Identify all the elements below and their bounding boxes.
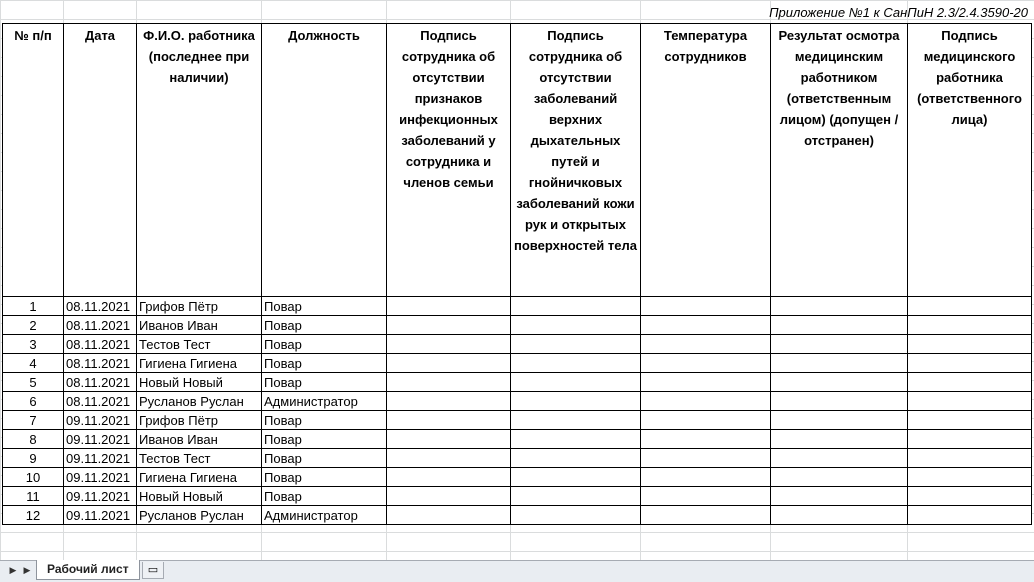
cell-temperature[interactable] (641, 487, 771, 506)
header-infection-signature[interactable]: Подпись сотрудника об отсутствии признаков инфекционных заболеваний у сотрудника и членов семьи (387, 24, 511, 297)
cell-infection-signature[interactable] (387, 430, 511, 449)
cell-number[interactable]: 10 (3, 468, 64, 487)
cell-position[interactable]: Повар (262, 449, 387, 468)
cell-temperature[interactable] (641, 468, 771, 487)
cell-respiratory-signature[interactable] (511, 354, 641, 373)
cell-infection-signature[interactable] (387, 468, 511, 487)
cell-position[interactable]: Повар (262, 354, 387, 373)
cell-number[interactable]: 4 (3, 354, 64, 373)
annex-note[interactable]: Приложение №1 к СанПиН 2.3/2.4.3590-20 (769, 5, 1028, 20)
cell-number[interactable]: 3 (3, 335, 64, 354)
cell-exam-result[interactable] (771, 392, 908, 411)
cell-date[interactable]: 09.11.2021 (64, 449, 137, 468)
cell-name[interactable]: Новый Новый (137, 373, 262, 392)
cell-number[interactable]: 1 (3, 297, 64, 316)
cell-exam-result[interactable] (771, 316, 908, 335)
cell-position[interactable]: Повар (262, 468, 387, 487)
header-respiratory-signature[interactable]: Подпись сотрудника об отсутствии заболеваний верхних дыхательных путей и гнойничковых заболеваний кожи рук и открытых поверхностей тела (511, 24, 641, 297)
cell-date[interactable]: 09.11.2021 (64, 487, 137, 506)
cell-number[interactable]: 12 (3, 506, 64, 525)
cell-exam-result[interactable] (771, 449, 908, 468)
header-temperature[interactable]: Температура сотрудников (641, 24, 771, 297)
cell-position[interactable]: Повар (262, 373, 387, 392)
cell-position[interactable]: Повар (262, 316, 387, 335)
cell-date[interactable]: 09.11.2021 (64, 430, 137, 449)
health-journal-table (2, 23, 1032, 525)
cell-respiratory-signature[interactable] (511, 316, 641, 335)
cell-infection-signature[interactable] (387, 373, 511, 392)
cell-temperature[interactable] (641, 506, 771, 525)
cell-infection-signature[interactable] (387, 449, 511, 468)
cell-position[interactable]: Администратор (262, 506, 387, 525)
cell-number[interactable]: 2 (3, 316, 64, 335)
cell-number[interactable]: 8 (3, 430, 64, 449)
cell-name[interactable]: Грифов Пётр (137, 297, 262, 316)
cell-temperature[interactable] (641, 335, 771, 354)
table-row (3, 335, 1032, 354)
header-date[interactable]: Дата (64, 24, 137, 297)
cell-exam-result[interactable] (771, 297, 908, 316)
cell-position[interactable]: Повар (262, 297, 387, 316)
cell-medic-signature[interactable] (908, 392, 1032, 411)
cell-infection-signature[interactable] (387, 354, 511, 373)
cell-date[interactable]: 09.11.2021 (64, 468, 137, 487)
cell-medic-signature[interactable] (908, 506, 1032, 525)
header-position[interactable]: Должность (262, 24, 387, 297)
cell-number[interactable]: 9 (3, 449, 64, 468)
new-sheet-icon[interactable]: ▭ (142, 562, 164, 579)
header-medic-signature[interactable]: Подпись медицинского работника (ответственного лица) (908, 24, 1032, 297)
sheet-tab-bar (0, 560, 1034, 582)
first-sheet-icon[interactable]: ▶︎ (9, 566, 17, 576)
cell-infection-signature[interactable] (387, 487, 511, 506)
cell-infection-signature[interactable] (387, 506, 511, 525)
header-number[interactable]: № п/п (3, 24, 64, 297)
cell-respiratory-signature[interactable] (511, 487, 641, 506)
table-body (3, 297, 1032, 525)
cell-exam-result[interactable] (771, 373, 908, 392)
cell-name[interactable]: Тестов Тест (137, 335, 262, 354)
cell-date[interactable]: 08.11.2021 (64, 335, 137, 354)
cell-temperature[interactable] (641, 373, 771, 392)
cell-temperature[interactable] (641, 354, 771, 373)
cell-name[interactable]: Русланов Руслан (137, 506, 262, 525)
cell-name[interactable]: Тестов Тест (137, 449, 262, 468)
cell-temperature[interactable] (641, 297, 771, 316)
cell-medic-signature[interactable] (908, 430, 1032, 449)
cell-date[interactable]: 08.11.2021 (64, 392, 137, 411)
cell-temperature[interactable] (641, 430, 771, 449)
table-row (3, 506, 1032, 525)
cell-medic-signature[interactable] (908, 449, 1032, 468)
cell-position[interactable]: Повар (262, 411, 387, 430)
cell-name[interactable]: Иванов Иван (137, 430, 262, 449)
cell-date[interactable]: 08.11.2021 (64, 297, 137, 316)
header-row (3, 24, 1032, 297)
cell-number[interactable]: 11 (3, 487, 64, 506)
cell-infection-signature[interactable] (387, 392, 511, 411)
cell-temperature[interactable] (641, 316, 771, 335)
table-row (3, 373, 1032, 392)
table-row (3, 297, 1032, 316)
cell-number[interactable]: 5 (3, 373, 64, 392)
cell-medic-signature[interactable] (908, 297, 1032, 316)
cell-exam-result[interactable] (771, 354, 908, 373)
cell-medic-signature[interactable] (908, 335, 1032, 354)
cell-respiratory-signature[interactable] (511, 506, 641, 525)
cell-number[interactable]: 6 (3, 392, 64, 411)
cell-respiratory-signature[interactable] (511, 392, 641, 411)
table-row (3, 468, 1032, 487)
table-row (3, 354, 1032, 373)
cell-infection-signature[interactable] (387, 335, 511, 354)
cell-name[interactable]: Гигиена Гигиена (137, 354, 262, 373)
cell-exam-result[interactable] (771, 468, 908, 487)
cell-position[interactable]: Повар (262, 335, 387, 354)
cell-respiratory-signature[interactable] (511, 449, 641, 468)
cell-exam-result[interactable] (771, 487, 908, 506)
cell-position[interactable]: Повар (262, 430, 387, 449)
table-row (3, 316, 1032, 335)
cell-medic-signature[interactable] (908, 354, 1032, 373)
cell-respiratory-signature[interactable] (511, 468, 641, 487)
cell-name[interactable]: Иванов Иван (137, 316, 262, 335)
cell-number[interactable]: 7 (3, 411, 64, 430)
cell-exam-result[interactable] (771, 411, 908, 430)
cell-infection-signature[interactable] (387, 411, 511, 430)
cell-date[interactable]: 09.11.2021 (64, 506, 137, 525)
header-exam-result[interactable]: Результат осмотра медицинским работником (ответственным лицом) (допущен / отстранен) (771, 24, 908, 297)
cell-position[interactable]: Администратор (262, 392, 387, 411)
cell-name[interactable]: Грифов Пётр (137, 411, 262, 430)
cell-position[interactable]: Повар (262, 487, 387, 506)
cell-medic-signature[interactable] (908, 373, 1032, 392)
cell-name[interactable]: Гигиена Гигиена (137, 468, 262, 487)
cell-date[interactable]: 08.11.2021 (64, 373, 137, 392)
cell-medic-signature[interactable] (908, 468, 1032, 487)
cell-exam-result[interactable] (771, 335, 908, 354)
table-row (3, 392, 1032, 411)
cell-temperature[interactable] (641, 449, 771, 468)
cell-respiratory-signature[interactable] (511, 373, 641, 392)
table-row (3, 449, 1032, 468)
header-name[interactable]: Ф.И.О. работника (последнее при наличии) (137, 24, 262, 297)
cell-name[interactable]: Новый Новый (137, 487, 262, 506)
cell-date[interactable]: 08.11.2021 (64, 354, 137, 373)
prev-sheet-icon[interactable]: ▶︎ (23, 566, 31, 576)
cell-date[interactable]: 09.11.2021 (64, 411, 137, 430)
cell-temperature[interactable] (641, 411, 771, 430)
cell-temperature[interactable] (641, 392, 771, 411)
cell-name[interactable]: Русланов Руслан (137, 392, 262, 411)
sheet-tab-active[interactable]: Рабочий лист (36, 560, 140, 580)
cell-medic-signature[interactable] (908, 316, 1032, 335)
cell-medic-signature[interactable] (908, 487, 1032, 506)
cell-respiratory-signature[interactable] (511, 297, 641, 316)
cell-infection-signature[interactable] (387, 316, 511, 335)
cell-medic-signature[interactable] (908, 411, 1032, 430)
cell-respiratory-signature[interactable] (511, 335, 641, 354)
table-row (3, 487, 1032, 506)
cell-respiratory-signature[interactable] (511, 411, 641, 430)
cell-respiratory-signature[interactable] (511, 430, 641, 449)
cell-infection-signature[interactable] (387, 297, 511, 316)
table-row (3, 430, 1032, 449)
cell-exam-result[interactable] (771, 506, 908, 525)
cell-date[interactable]: 08.11.2021 (64, 316, 137, 335)
cell-exam-result[interactable] (771, 430, 908, 449)
table-row (3, 411, 1032, 430)
